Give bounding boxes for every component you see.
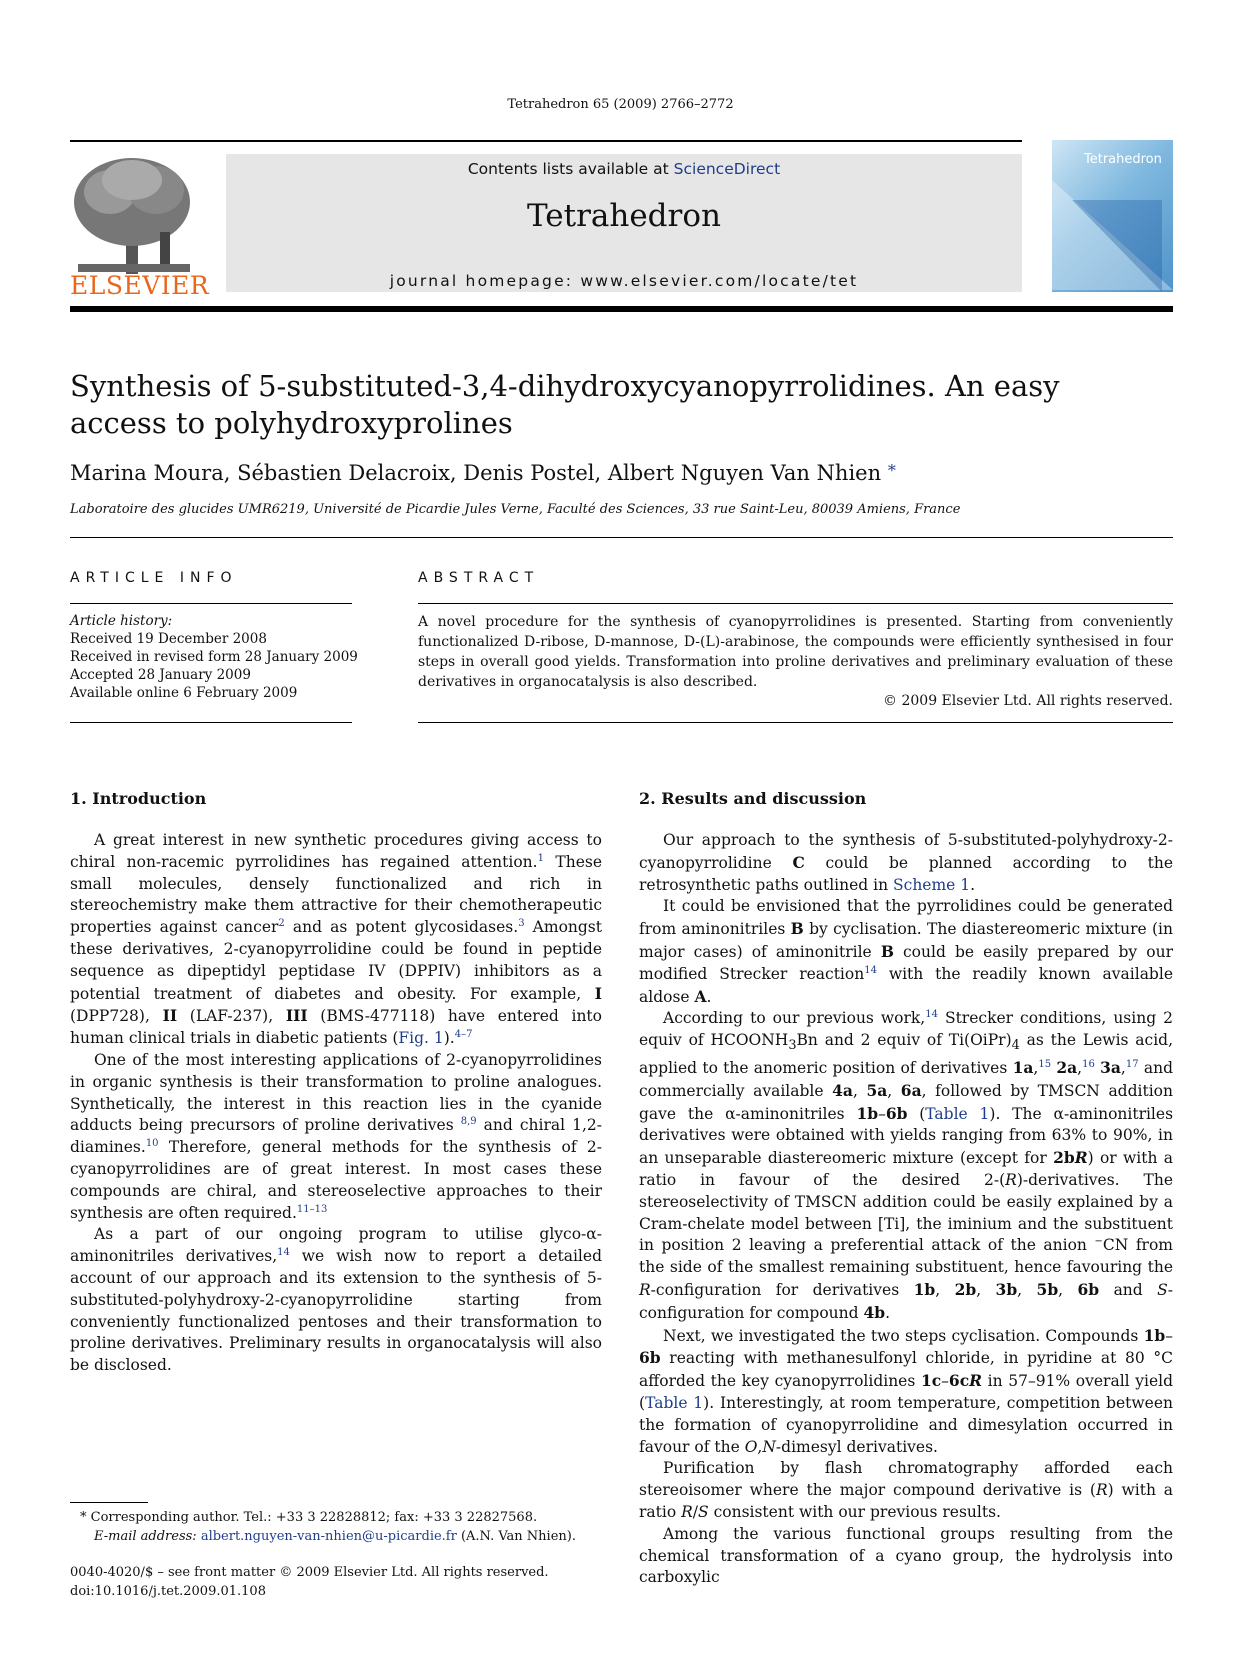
introduction-body: A great interest in new synthetic procedures giving access to chiral non-racemic pyrrolidines has regained attention.$^1$ These small molecules, densely functionalized and rich in stereochemistry make them attractive for their chemotherapeutic properties against cancer$^2$ and as potent glycosidases.$^3$ Amongst these derivatives, 2-cyanopyrrolidine could be found in peptide sequence as dipeptidyl peptidase IV (DPPIV) inhibitors as a potential treatment of diabetes and obesity. For example, I (DPP728), II (LAF-237), III (BMS-477118) have entered into human clinical trials in diabetic patients (Fig. 1).$^{4-7}$ One of the most interesting applications of 2-cyanopyrrolidines in organic synthesis is their transformation to proline analogues. Synthetically, the interest in this reaction lies in the cyanide adducts being precursors of proline derivatives $^{8,9}$ and chiral 1,2-diamines.$^{10}$ Therefore, general methods for the synthesis of 2-cyanopyrrolidines are of great interest. In most cases these compounds are chiral, and stereoselective approaches to their synthesis are often required.$^{11-13}$ As a part of our ongoing program to utilise glyco-α-aminonitriles derivatives,$^{14}$ we wish now to report a detailed account of our approach and its extension to the synthesis of 5-substituted-polyhydroxy-2-cyanopyrrolidine starting from conveniently functionalized pentoses and their transformation to proline derivatives. Preliminary results in organocatalysis will also be disclosed. xyxy=(70,831,602,1375)
abstract-copyright: © 2009 Elsevier Ltd. All rights reserved. xyxy=(883,693,1173,709)
footnote-rule xyxy=(70,1502,148,1503)
divider xyxy=(70,722,352,723)
received-date: Received 19 December 2008 xyxy=(70,631,267,647)
contents-line xyxy=(226,160,1022,178)
results-body: Our approach to the synthesis of 5-substituted-polyhydroxy-2-cyanopyrrolidine C could be planned according to the retrosynthetic paths outlined in Scheme 1. It could be envisioned that the pyrrolidines could be generated from aminonitriles B by cyclisation. The diastereomeric mixture (in major cases) of aminonitrile B could be easily prepared by our modified Strecker reaction$^{14}$ with the readily known available aldose A. According to our previous work,$^{14}$ Strecker conditions, using 2 equiv of $HCOONH_3Bn$ and 2 equiv of $Ti(OiPr)_4$ as the Lewis acid, applied to the anomeric position of derivatives 1a,$^{15}$ 2a,$^{16}$ 3a,$^{17}$ and commercially available 4a, 5a, 6a, followed by TMSCN addition gave the α-aminonitriles 1b–6b (Table 1). The α-aminonitriles derivatives were obtained with yields ranging from 63% to 90%, in an unseparable diastereomeric mixture (except for 2bR) or with a ratio in favour of the desired 2-(R)-derivatives. The stereoselectivity of TMSCN addition could be easily explained by a Cram-chelate model between [Ti], the iminium and the substituent in position 2 leaving a preferential attack of the anion −CN from the side of the smallest remaining substituent, hence favouring the R-configuration for derivatives 1b, 2b, 3b, 5b, 6b and S-configuration for compound 4b. Next, we investigated the two steps cyclisation. Compounds 1b–6b reacting with methanesulfonyl chloride, in pyridine at 80 °C afforded the key cyanopyrrolidines 1c–6cR in 57–91% overall yield (Table 1). Interestingly, at room temperature, competition between the formation of cyanopyrrolidine and dimesylation occurred in favour of the O,N-dimesyl derivatives. Purification by flash chromatography afforded each stereoisomer where the major compound derivative is (R) with a ratio R/S consistent with our previous results. Among the various functional groups resulting from the chemical transformation of a cyano group, the hydrolysis into carboxylic xyxy=(639,831,1174,1587)
introduction-heading: 1. Introduction xyxy=(70,789,207,808)
corresponding-contact: * Corresponding author. Tel.: +33 3 22828812; fax: +33 3 22827568. xyxy=(80,1510,538,1525)
corresponding-author-mark[interactable]: * xyxy=(887,461,896,480)
sciencedirect-link[interactable]: ScienceDirect xyxy=(673,160,781,178)
abstract-heading: ABSTRACT xyxy=(418,570,540,586)
authors-text: Marina Moura, Sébastien Delacroix, Denis Postel, Albert Nguyen Van Nhien xyxy=(70,461,882,485)
issn-line: 0040-4020/$ – see front matter © 2009 Elsevier Ltd. All rights reserved. xyxy=(70,1565,549,1580)
elsevier-wordmark: ELSEVIER xyxy=(70,271,210,300)
corresponding-author-footnote xyxy=(70,1508,576,1546)
journal-cover-image xyxy=(1052,140,1173,292)
email-suffix: (A.N. Van Nhien). xyxy=(456,1529,576,1544)
accepted-date: Accepted 28 January 2009 xyxy=(70,667,251,683)
journal-banner xyxy=(226,154,1022,292)
front-matter xyxy=(70,1563,549,1601)
divider xyxy=(418,722,1173,723)
article-info-heading: ARTICLE INFO xyxy=(70,570,238,586)
header-rule-top xyxy=(70,140,1022,142)
divider xyxy=(70,603,352,604)
results-heading: 2. Results and discussion xyxy=(639,789,867,808)
contents-prefix: Contents lists available at xyxy=(467,160,674,178)
journal-title: Tetrahedron xyxy=(527,198,721,234)
email-label: E-mail address: xyxy=(94,1529,201,1544)
cover-title: Tetrahedron xyxy=(1084,152,1162,167)
history-label: Article history: xyxy=(70,613,173,629)
revised-date: Received in revised form 28 January 2009 xyxy=(70,649,358,665)
abstract-text: A novel procedure for the synthesis of cyanopyrrolidines is presented. Starting from conveniently functionalized D-ribose, D-mannose, D-(L)-arabinose, the compounds were efficiently synthesised in four steps in overall good yields. Transformation into proline derivatives and preliminary evaluation of these derivatives in organocatalysis is also described. xyxy=(418,614,1173,690)
divider xyxy=(70,537,1173,538)
article-title: Synthesis of 5-substituted-3,4-dihydroxycyanopyrrolidines. An easy access to polyhydroxyprolines xyxy=(70,369,1060,440)
online-date: Available online 6 February 2009 xyxy=(70,685,298,701)
affiliation: Laboratoire des glucides UMR6219, Université de Picardie Jules Verne, Faculté des Sciences, 33 rue Saint-Leu, 80039 Amiens, France xyxy=(70,502,961,517)
divider xyxy=(418,603,1173,604)
journal-homepage[interactable]: journal homepage: www.elsevier.com/locate/tet xyxy=(389,272,859,290)
header-rule-bottom xyxy=(70,306,1173,312)
article-history xyxy=(70,612,358,702)
doi-line[interactable]: doi:10.1016/j.tet.2009.01.108 xyxy=(70,1584,266,1599)
author-email-link[interactable]: albert.nguyen-van-nhien@u-picardie.fr xyxy=(200,1529,457,1544)
journal-citation: Tetrahedron 65 (2009) 2766–2772 xyxy=(507,97,734,112)
author-list xyxy=(70,461,896,485)
